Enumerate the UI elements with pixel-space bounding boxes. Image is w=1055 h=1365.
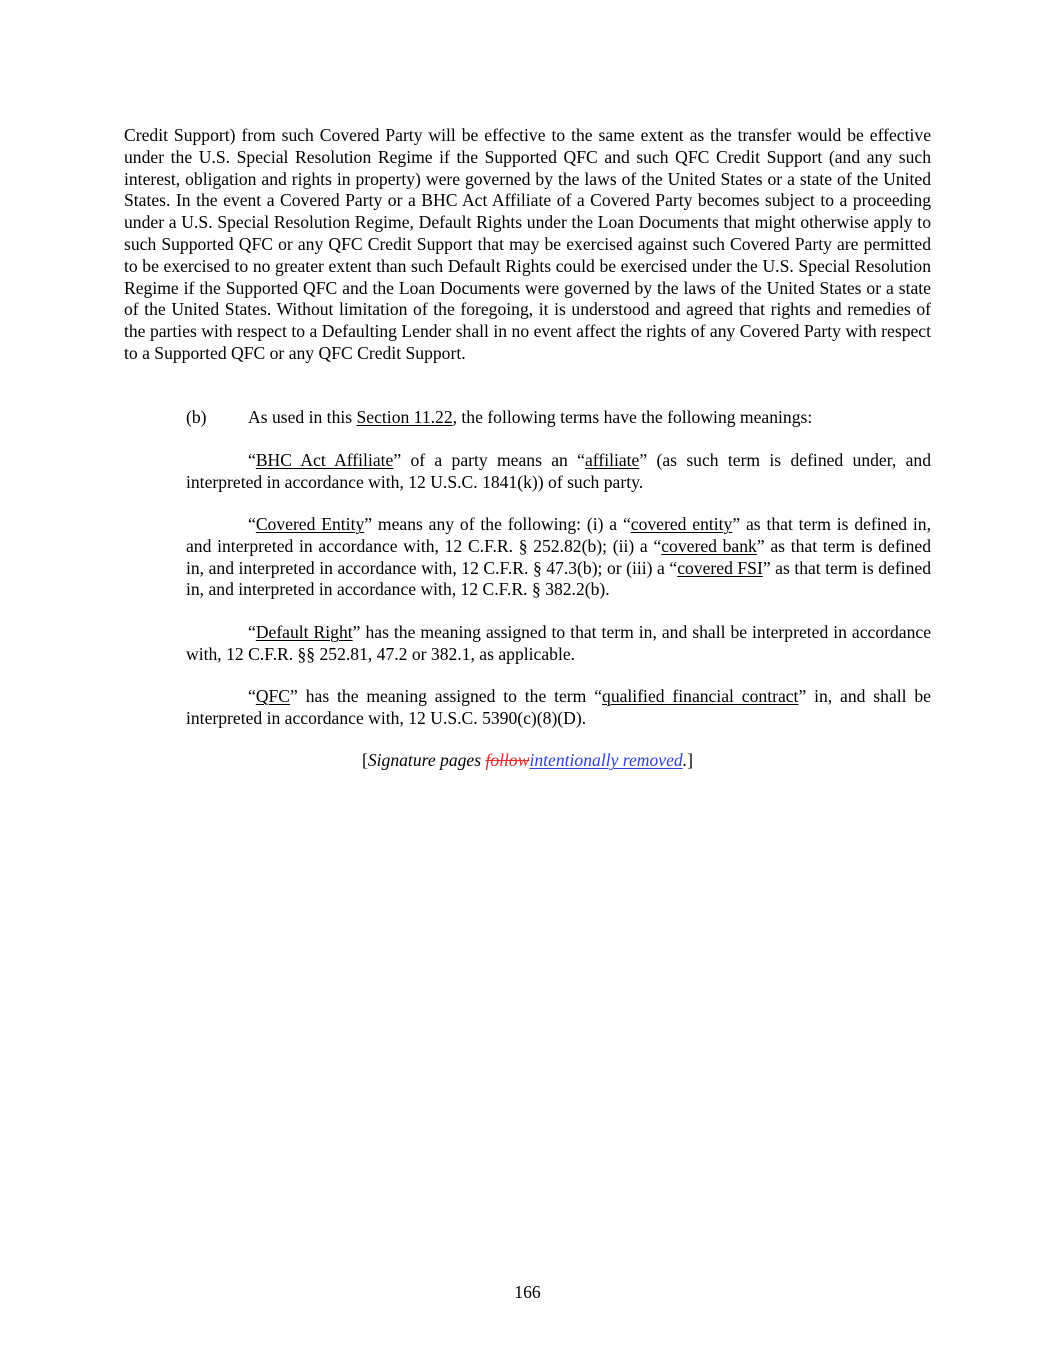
defined-term: Default Right <box>255 622 353 642</box>
definition-text: ” has the meaning assigned to the term “ <box>290 686 603 706</box>
signature-pages-line <box>124 750 931 772</box>
signature-prefix: Signature pages <box>367 750 486 770</box>
definition-bhc-act-affiliate <box>186 450 931 494</box>
referenced-term: covered entity <box>630 514 733 534</box>
definition-text: ” (as such term is defined under, and interpreted in accordance with, 12 U.S.C. 1841(k)) of such party. <box>186 450 931 492</box>
subsection-text-after: , the following terms have the following meanings: <box>452 407 813 427</box>
open-quote: “ <box>248 450 256 470</box>
deleted-text: follow <box>485 750 530 770</box>
definition-default-right <box>186 622 931 666</box>
page-number: 166 <box>514 1282 541 1302</box>
inserted-text: intentionally removed <box>529 750 683 770</box>
subsection-text-before: As used in this <box>248 407 357 427</box>
referenced-term: qualified financial contract <box>602 686 799 706</box>
definition-text: ” as that term is defined in, and interpreted in accordance with, 12 C.F.R. § 252.82(b); (ii) a “ <box>186 514 931 556</box>
definition-text: ” in, and shall be interpreted in accordance with, 12 U.S.C. 5390(c)(8)(D). <box>186 686 931 728</box>
defined-term: QFC <box>255 686 291 706</box>
subsection-b <box>186 407 931 429</box>
defined-term: Covered Entity <box>255 514 365 534</box>
definition-text: ” as that term is defined in, and interpreted in accordance with, 12 C.F.R. § 382.2(b). <box>186 557 931 600</box>
close-bracket: ] <box>687 750 693 770</box>
open-quote: “ <box>248 622 256 642</box>
open-quote: “ <box>248 514 256 534</box>
definition-text: ” means any of the following: (i) a “ <box>364 514 631 534</box>
signature-suffix: . <box>682 750 688 770</box>
defined-term: BHC Act Affiliate <box>255 450 394 470</box>
section-reference: Section 11.22 <box>356 407 453 427</box>
continuation-paragraph: Credit Support) from such Covered Party will be effective to the same extent as the transfer would be effective under the U.S. Special Resolution Regime if the Supported QFC and such QFC Credit Support (and any such interest, obligation and rights in property) were governed by the laws of the United States or a state of the United States. In the event a Covered Party or a BHC Act Affiliate of a Covered Party becomes subject to a proceeding under a U.S. Special Resolution Regime, Default Rights under the Loan Documents that might otherwise apply to such Supported QFC or any QFC Credit Support that may be exercised against such Covered Party are permitted to be exercised to no greater extent than such Default Rights could be exercised under the U.S. Special Resolution Regime if the Supported QFC and the Loan Documents were governed by the laws of the United States or a state of the United States. Without limitation of the foregoing, it is understood and agreed that rights and remedies of the parties with respect to a Defaulting Lender shall in no event affect the rights of any Covered Party with respect to a Supported QFC or any QFC Credit Support. <box>124 125 931 363</box>
open-quote: “ <box>248 686 256 706</box>
definition-covered-entity <box>186 514 931 601</box>
definition-text: ” as that term is defined in, and interpreted in accordance with, 12 C.F.R. § 47.3(b); or (iii) a “ <box>186 535 931 578</box>
referenced-term: covered FSI <box>677 557 763 578</box>
referenced-term: covered bank <box>661 535 757 556</box>
open-bracket: [ <box>362 750 368 770</box>
referenced-term: affiliate <box>584 450 640 470</box>
subsection-label: (b) <box>186 407 207 427</box>
definition-text: ” of a party means an “ <box>393 450 585 470</box>
definition-text: ” has the meaning assigned to that term in, and shall be interpreted in accordance with, 12 C.F.R. §§ 252.81, 47.2 or 382.1, as applicable. <box>186 622 932 664</box>
definition-qfc <box>186 686 931 730</box>
